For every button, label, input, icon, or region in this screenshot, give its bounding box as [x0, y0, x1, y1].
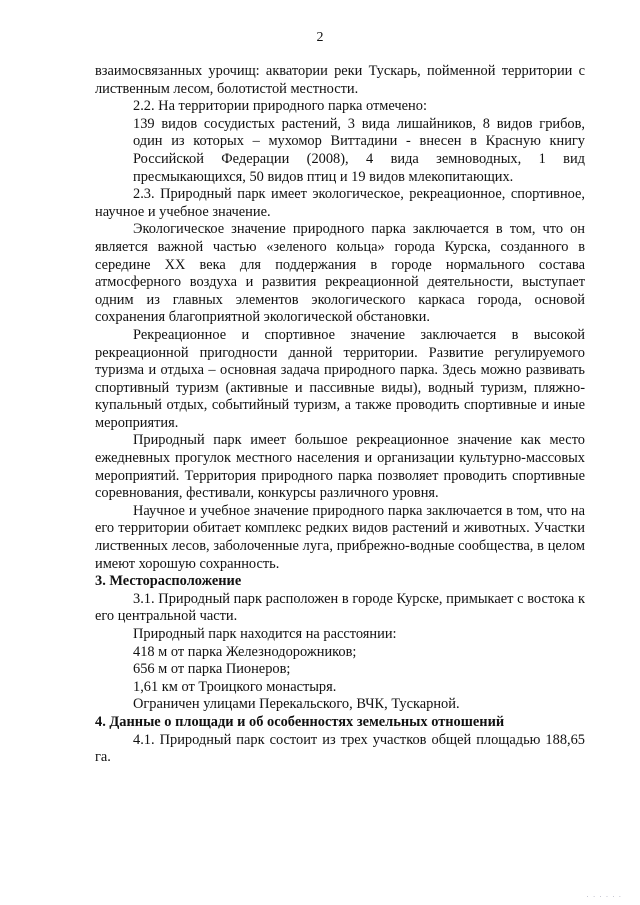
paragraph-3-1: 3.1. Природный парк расположен в городе Курске, примыкает с востока к его центральной части. [95, 590, 585, 625]
document-body [95, 63, 585, 767]
paragraph-scientific: Научное и учебное значение природного парка заключается в том, что на его территории обитает комплекс редких видов растений и животных. Участки лиственных лесов, заболоченные луга, прибрежно-водные сообщества, в целом имеют хорошую сохранность. [95, 502, 585, 572]
paragraph-continuation: взаимосвязанных урочищ: акватории реки Тускарь, пойменной территории с лиственным лесом, болотистой местности. [95, 63, 585, 97]
paragraph-2-2: 2.2. На территории природного парка отмечено: [133, 98, 427, 115]
paragraph-ecological: Экологическое значение природного парка заключается в том, что он является важной частью «зеленого кольца» города Курска, созданного в середине XX века для поддержания в городе нормального состава атмосферного воздуха и развития рекреационной деятельности, выступает одним из главных элементов экологического каркаса города, основой сохранения благоприятной экологической обстановки. [95, 221, 585, 326]
page-number: 2 [316, 30, 324, 45]
section-3-heading: 3. Месторасположение [95, 573, 242, 590]
paragraph-2-3: 2.3. Природный парк имеет экологическое, рекреационное, спортивное, научное и учебное значение. [95, 186, 585, 220]
paragraph-4-1: 4.1. Природный парк состоит из трех участков общей площадью 188,65 га. [95, 731, 585, 766]
paragraph-distance-intro: Природный парк находится на расстоянии: [133, 626, 397, 642]
paragraph-species-list: 139 видов сосудистых растений, 3 вида лишайников, 8 видов грибов, один из которых – мухомор Виттадини - внесен в Красную книгу Российской Федерации (2008), 4 вида земноводных, 1 вид пресмыкающихся, 50 видов птиц и 19 видов млекопитающих. [133, 115, 585, 185]
scan-corner-mark: · · · · · · [586, 893, 622, 901]
distance-item: 656 м от парка Пионеров; [133, 661, 291, 678]
paragraph-bounded-streets: Ограничен улицами Перекальского, ВЧК, Тускарной. [133, 696, 460, 713]
section-4-heading: 4. Данные о площади и об особенностях земельных отношений [95, 713, 505, 730]
paragraph-recreational: Рекреационное и спортивное значение заключается в высокой рекреационной пригодности данной территории. Развитие регулируемого туризма и отдыха – основная задача природного парка. Здесь можно развивать спортивный туризм (активные и пассивные виды), водный туризм, пляжно-купальный отдых, событийный туризм, а также проводить спортивные и иные мероприятия. [95, 326, 585, 431]
paragraph-park-value: Природный парк имеет большое рекреационное значение как место ежедневных прогулок местного населения и организации культурно-массовых мероприятий. Территория природного парка позволяет проводить спортивные соревнования, фестивали, конкурсы различного уровня. [95, 432, 585, 502]
distance-item: 418 м от парка Железнодорожников; [133, 643, 357, 660]
distance-item: 1,61 км от Троицкого монастыря. [133, 678, 337, 695]
